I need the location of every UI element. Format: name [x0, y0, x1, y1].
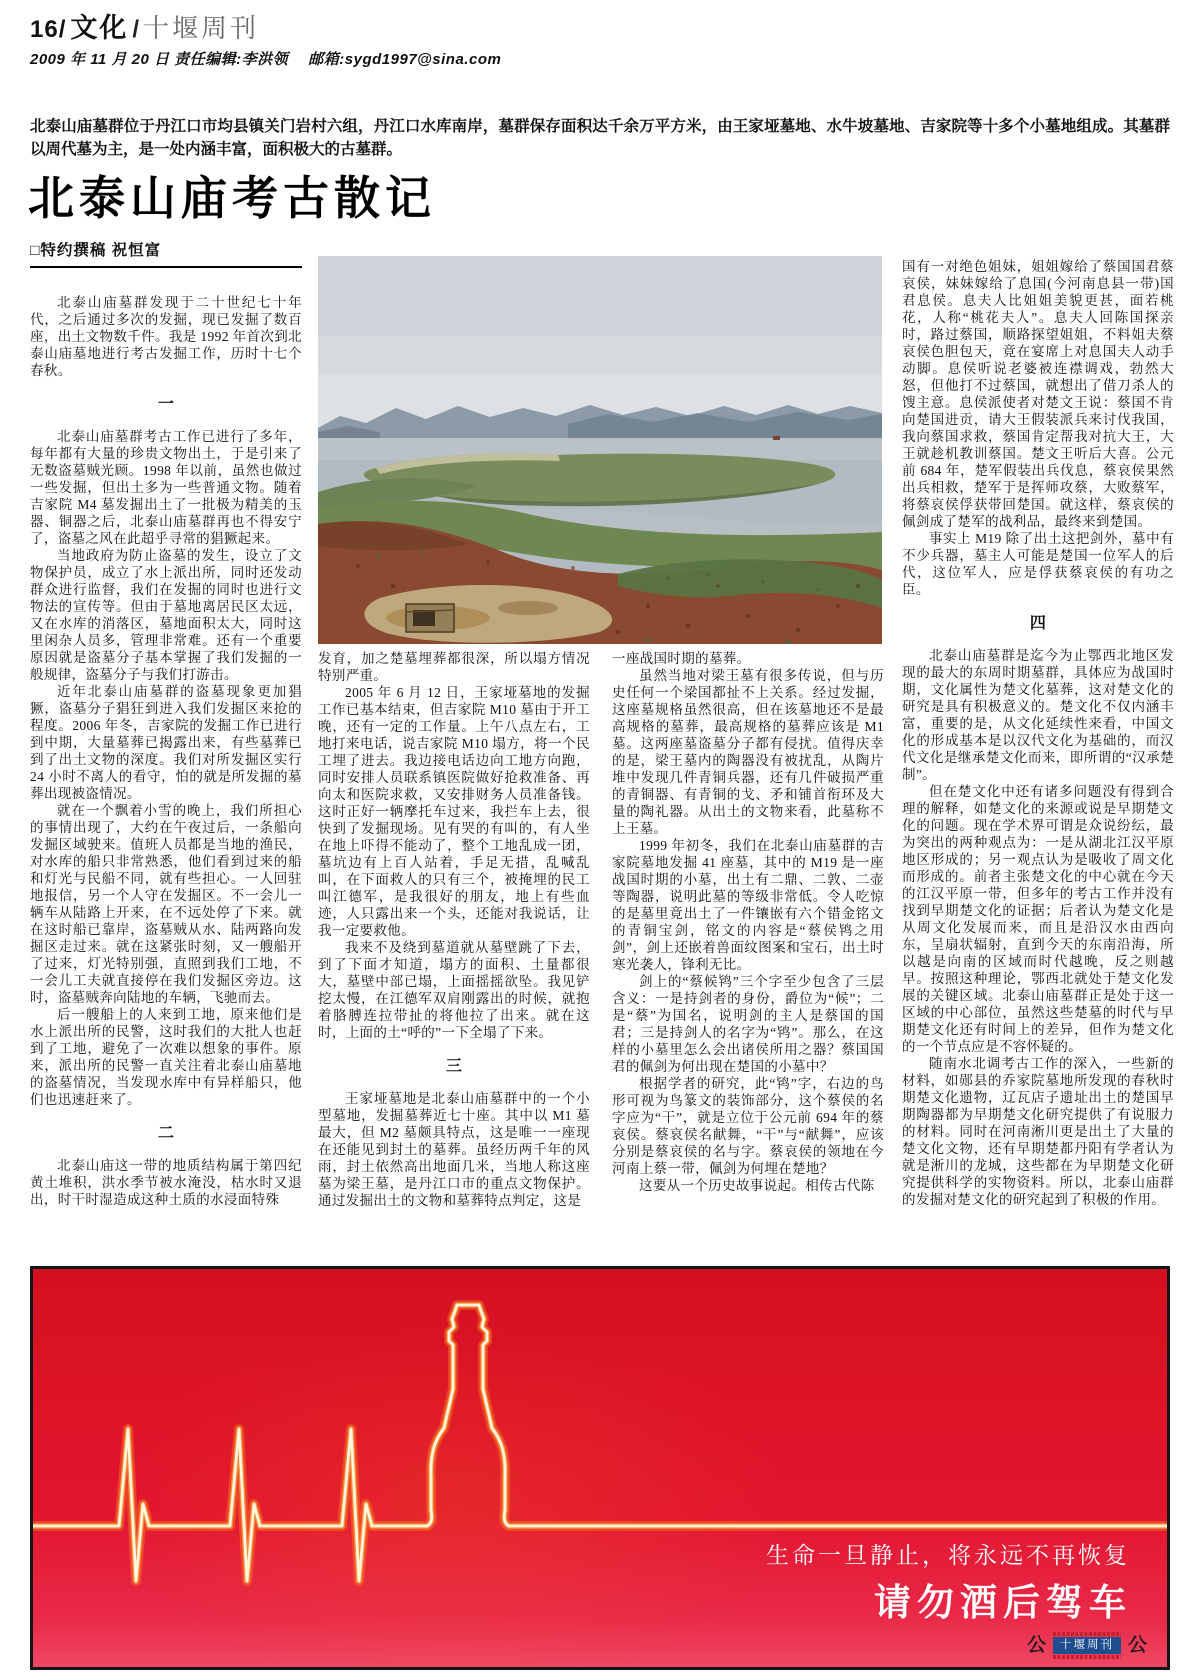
section-name: 文化 — [70, 13, 129, 43]
byline: □特约撰稿 祝恒富 — [30, 242, 302, 268]
column-text — [30, 294, 302, 1208]
body-paragraph: 北泰山庙墓群是迄今为止鄂西北地区发现的最大的东周时期墓群，具体应为战国时期，文化属性为楚文化墓葬，这对楚文化的研究是具有积极意义的。楚文化不仅内涵丰富，重要的是，从文化延续性来看，中国文化的形成基本是以汉代文化为基础的，而汉代文化是继承楚文化而来，即所谓的“汉承楚制”。 — [902, 648, 1174, 782]
column-text — [612, 650, 884, 1194]
body-paragraph: 一座战国时期的墓葬。 — [612, 651, 751, 666]
article-photo — [318, 256, 882, 644]
body-paragraph: 根据学者的研究，此“鸨”字，右边的鸟形可视为鸟篆文的装饰部分，这个蔡侯的名字应为“干”，就是立位于公元前 694 年的蔡哀侯。蔡哀侯名献舞，“干”与“献舞”，应该分别是蔡哀侯的名与字。蔡哀侯的领地在今河南上蔡一带，佩剑为何埋在楚地？ — [612, 1076, 884, 1176]
article-column-4 — [902, 258, 1174, 1258]
photo-illustration — [318, 256, 882, 644]
body-paragraph: 北泰山庙墓群发现于二十世纪七十年代，之后通过多次的发掘，现已发掘了数百座，出土文物数千件。我是 1992 年首次到北泰山庙墓地进行考古发掘工作，历时十七个春秋。 — [30, 295, 302, 378]
body-paragraph: 北泰山庙这一带的地质结构属于第四纪黄土堆积，洪水季节被水淹没，枯水时又退出，时干时湿造成这种土质的水浸面特殊 — [30, 1158, 302, 1207]
section-heading: 四 — [1029, 615, 1047, 632]
page-number: 16/ — [30, 16, 67, 43]
body-paragraph: 近年北泰山庙墓群的盗墓现象更加猖獗，盗墓分子猖狂到进入我们发掘区来抢的程度。2006 年冬，吉家院的发掘工作已进行到中期，大量墓葬已揭露出来，有些墓葬已到了出土文物的深度。我们对所发掘区实行 24 小时不离人的看守，怕的就是所发掘的墓葬出现被盗情况。 — [30, 684, 302, 801]
body-paragraph: 1999 年初冬，我们在北泰山庙墓群的吉家院墓地发掘 41 座墓，其中的 M19 是一座战国时期的小墓，出土有二鼎、二敦、二壶等陶器，说明此墓的等级非常低。令人吃惊的是墓里竟出土了一件镶嵌有六个错金铭文的青铜宝剑，铭文的内容是“蔡侯鸨之用剑”，剑上还嵌着兽面纹图案和宝石，出土时寒光袭人，锋利无比。 — [612, 838, 884, 972]
body-paragraph: 国有一对绝色姐妹，姐姐嫁给了蔡国国君蔡哀侯，妹妹嫁给了息国(今河南息县一带)国君息侯。息夫人比姐姐美貌更甚，面若桃花，人称“桃花夫人”。息夫人回陈国探亲时，路过蔡国，顺路探望姐姐，不料姐夫蔡哀侯色胆包天，竟在宴席上对息国夫人动手动脚。息侯听说老婆被连襟调戏，勃然大怒，但他打不过蔡国，就想出了借刀杀人的馊主意。息侯派使者对楚文王说：蔡国不肯向楚国进贡，请大王假装派兵来讨伐我国，我向蔡国求救，蔡国肯定帮我对抗大王，大王就趁机教训蔡国。楚文王听后大喜。公元前 684 年，楚军假装出兵伐息，蔡哀侯果然出兵相救，楚军于是挥师攻蔡，大败蔡军，将蔡哀侯俘获带回楚国。就这样，蔡哀侯的佩剑成了楚军的战利品，最终来到楚国。 — [902, 259, 1174, 529]
body-paragraph: 当地政府为防止盗墓的发生，设立了文物保护员，成立了水上派出所，同时还发动群众进行监督，我们在发掘的同时也进行文物法的宣传等。但由于墓地离居民区太远，又在水库的消落区，墓地面积太大，同时这里闲杂人员多，管理非常难。还有一个重要原因就是盗墓分子基本掌握了我们发掘的一般规律，盗墓分子与我们打游击。 — [30, 548, 302, 682]
corner-mark-icon: 公 — [1026, 1635, 1046, 1656]
body-paragraph: 王家垭墓地是北泰山庙墓群中的一个小型墓地，发掘墓葬近七十座。其中以 M1 墓最大，但 M2 墓颇具特点，这是唯一一座现在还能见到封土的墓葬。虽经历两千年的风雨，封土依然高出地面几米，当地人称这座墓为梁王墓，是丹江口市的重点文物保护。通过发掘出土的文物和墓葬特点判定，这是 — [318, 1091, 590, 1208]
ad-message: 请勿酒后驾车 — [874, 1582, 1132, 1623]
publication-badge — [1053, 1632, 1121, 1659]
badge-microtext-top — [1053, 1632, 1121, 1636]
corner-mark-icon: 公 — [1127, 1635, 1147, 1656]
article-column-2 — [318, 650, 590, 1256]
ad-slogan: 生命一旦静止，将永远不再恢复 — [766, 1542, 1130, 1568]
publication-name: 十堰周刊 — [143, 14, 260, 43]
article-headline: 北泰山庙考古散记 — [28, 172, 436, 224]
ad-logo-cluster — [1027, 1632, 1147, 1659]
masthead-title-row — [30, 6, 501, 45]
lede-paragraph: 北泰山庙墓群位于丹江口市均县镇关门岩村六组，丹江口水库南岸，墓群保存面积达千余万平方米，由王家垭墓地、水牛坡墓地、吉家院等十多个小墓地组成。其墓群以周代墓为主，是一处内涵丰富，面积极大的古墓群。 — [30, 118, 1170, 158]
article-column-1 — [30, 242, 302, 1256]
body-paragraph: 北泰山庙墓群考古工作已进行了多年，每年都有大量的珍贵文物出土，于是引来了无数盗墓贼光顾。1998 年以前，虽然也做过一些发掘，但出土多为一些普通文物。随着吉家院 M4 墓发掘出土了一批极为精美的玉器、铜器之后，北泰山庙墓群再也不得安宁了，盗墓之风在此超乎寻常的猖獗起来。 — [30, 429, 302, 546]
column-text — [318, 650, 590, 1209]
body-paragraph: 随南水北调考古工作的深入，一些新的材料，如郧县的乔家院墓地所发现的春秋时期楚文化遗物，辽瓦店子遗址出土的楚国早期陶器都为早期楚文化研究提供了有说服力的材料。同时在河南淅川更是出土了大量的楚文化文物，还有早期楚都丹阳有学者认为就是淅川的龙城，这些都在为早期楚文化研究提供科学的实物资料。所以，北泰山庙群的发掘对楚文化的研究起到了积极的作用。 — [902, 1056, 1174, 1207]
masthead — [30, 6, 501, 69]
section-heading: 三 — [445, 1058, 463, 1075]
masthead-separator: / — [132, 16, 140, 43]
body-paragraph: 我来不及绕到墓道就从墓壁跳了下去，到了下面才知道，塌方的面积、土量都很大，墓壁中部已塌，上面摇摇欲坠。我见铲挖太慢，在江德军双肩刚露出的时候，就抱着胳膊连拉带扯的将他拉了出来。就在这时，上面的土“呼的”一下全塌了下来。 — [318, 940, 590, 1040]
photo-boat — [773, 436, 780, 440]
section-heading: 一 — [157, 396, 175, 413]
body-paragraph: 但在楚文化中还有诸多问题没有得到合理的解释，如楚文化的来源或说是早期楚文化的问题。现在学术界可谓是众说纷纭，最为突出的两种观点为：一是从湖北江汉平原地区形成的；另一观点认为是吸收了周文化而形成的。前者主张楚文化的中心就在今天的江汉平原一带，但多年的考古工作并没有找到早期楚文化的证据；后者认为楚文化是从周文化发展而来，而且是沿汉水由西向东，呈扇状辐射，直到今天的东南沿海，所以越是向南的区域而时代越晚，反之则越早。按照这种理论，鄂西北就处于楚文化发展的关键区域。北泰山庙墓群正是处于这一区域的中心部位，虽然这些楚墓的时代与早期楚文化还有时间上的差异，但作为楚文化的一个节点应是不容怀疑的。 — [902, 784, 1174, 1054]
body-paragraph: 这要从一个历史故事说起。相传古代陈 — [639, 1178, 875, 1193]
body-paragraph: 后一艘船上的人来到工地，原来他们是水上派出所的民警，这时我们的大批人也赶到了工地，避免了一次难以想象的事件。原来，派出所的民警一直关注着北泰山庙墓地的盗墓情况，当发现水库中有异样船只，他们也迅速赶来了。 — [30, 1007, 302, 1107]
column-text — [902, 258, 1174, 1208]
body-paragraph: 就在一个飘着小雪的晚上，我们所担心的事情出现了，大约在午夜过后，一条船向发掘区域驶来。值班人员都是当地的渔民，对水库的船只非常熟悉，他们看到过来的船和灯光与民船不同，就有些担心。一人回驻地报信，另一个人守在发掘区。不一会儿一辆车从陆路上开来，在不远处停了下来。就在这时船已靠岸，盗墓贼从水、陆两路向发掘区走过来。就在这紧张时刻，又一艘船开了过来，灯光特别强，直照到我们工地，不一会儿工夫就直接停在我们发掘区旁边。这时，盗墓贼奔向陆地的车辆，飞驰而去。 — [30, 803, 302, 1005]
badge-microtext-bottom — [1053, 1655, 1121, 1659]
body-paragraph: 发育，加之楚墓埋葬都很深，所以塌方情况特别严重。 — [318, 651, 590, 683]
body-paragraph: 事实上 M19 除了出土这把剑外，墓中有不少兵器，墓主人可能是楚国一位军人的后代，这位军人，应是俘获蔡哀侯的有功之臣。 — [902, 531, 1174, 597]
body-paragraph: 虽然当地对梁王墓有很多传说，但与历史任何一个梁国都扯不上关系。经过发掘，这座墓规格虽然很高，但在该墓地还不是最高规格的墓葬，最高规格的墓葬应该是 M1 墓。这两座墓盗墓分子都有侵扰。值得庆幸的是，梁王墓内的陶器没有被扰乱，从陶片堆中发现几件青铜兵器，还有几件破损严重的青铜器、有青铜的戈、矛和铺首衔环及大量的陶礼器。从出土的文物来看，此墓称不上王墓。 — [612, 668, 884, 836]
psa-advertisement — [30, 1266, 1170, 1670]
body-paragraph: 剑上的“蔡候鸨”三个字至少包含了三层含义：一是持剑者的身份，爵位为“候”；二是“蔡”为国名，说明剑的主人是蔡国的国君；三是持剑人的名字为“鸨”。那么，在这样的小墓里怎么会出诸侯所用之器？蔡国国君的佩剑为何出现在楚国的小墓中？ — [612, 974, 884, 1074]
photo-wooden-box — [406, 604, 454, 632]
badge-label: 十堰周刊 — [1053, 1637, 1121, 1654]
body-paragraph: 2005 年 6 月 12 日，王家垭墓地的发掘工作已基本结束，但吉家院 M10 墓由于开工晚，还有一定的工作量。上午八点左右，工地打来电话，说吉家院 M10 塌方，将一个民工埋了进去。我边接电话边向工地方向跑，同时安排人员联系镇医院做好抢救准备、再向太和医院求救，又安排财务人员准备钱。这时正好一辆摩托车过来，我拦车上去，很快到了发掘现场。见有哭的有叫的，有人坐在地上吓得不能动了，整个工地乱成一团，墓坑边有上百人站着，手足无措，乱喊乱叫，在下面救人的只有三个，被掩埋的民工叫江德军，是我很好的朋友，地上有些血迹，人只露出来一个头，还能对我说话，让我一定要救他。 — [318, 685, 590, 938]
article-column-3 — [612, 650, 884, 1256]
dateline: 2009 年 11 月 20 日 责任编辑:李洪领 邮箱:sygd1997@sina.com — [30, 51, 502, 68]
section-heading: 二 — [157, 1125, 175, 1142]
